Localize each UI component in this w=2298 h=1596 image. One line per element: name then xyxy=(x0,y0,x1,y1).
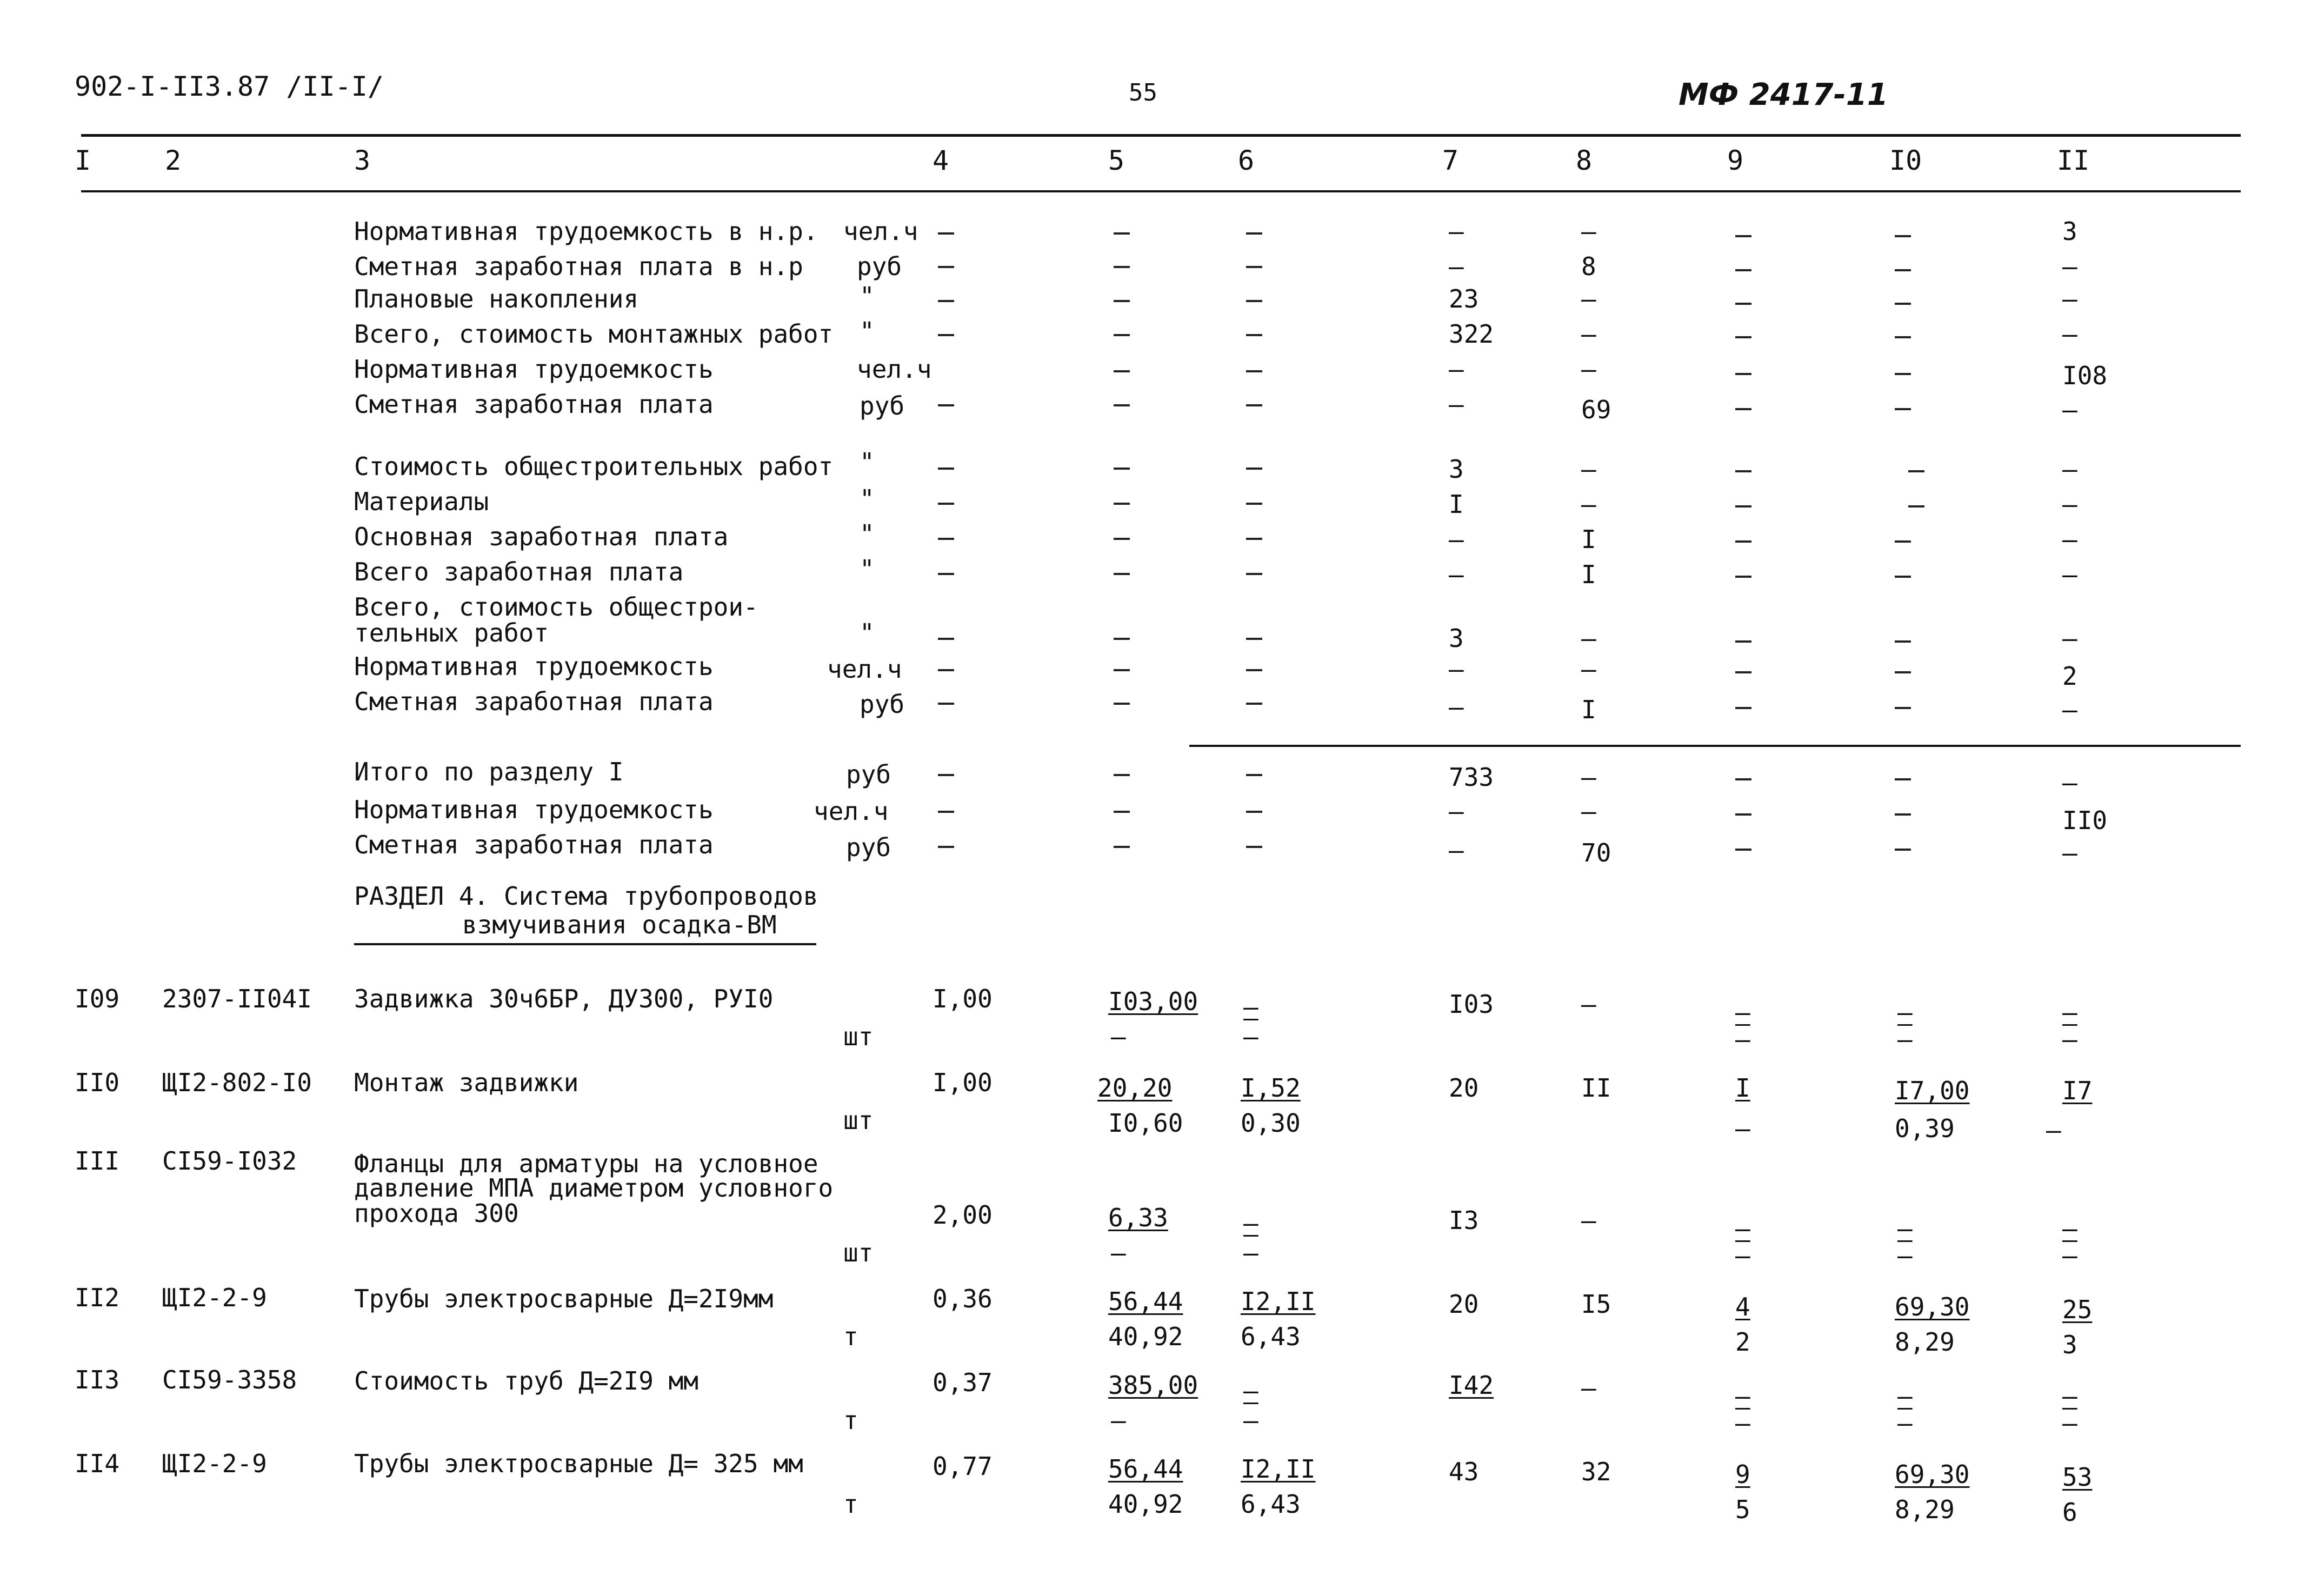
dash-mark xyxy=(1895,849,1911,851)
col11-bottom: – xyxy=(2046,1116,2061,1145)
dash-mark xyxy=(1735,813,1751,816)
dash-mark xyxy=(938,300,954,302)
row-label: Нормативная трудоемкость xyxy=(354,355,714,384)
col6-top: I,52 xyxy=(1241,1073,1301,1103)
col5-top: 6,33 xyxy=(1108,1203,1168,1232)
col11-value: – xyxy=(2062,319,2077,349)
dash-mark xyxy=(1735,540,1751,543)
col11-top: – xyxy=(2062,1214,2077,1243)
col11-value: – xyxy=(2062,768,2077,797)
col11-value: – xyxy=(2062,284,2077,313)
row-unit: " xyxy=(860,484,875,513)
col7-value: 23 xyxy=(1449,284,1479,313)
row-label: Сметная заработная плата xyxy=(354,687,714,716)
col8-value: 69 xyxy=(1581,395,1611,424)
col8-value: II xyxy=(1581,1073,1611,1103)
item-quantity: 0,37 xyxy=(932,1368,993,1397)
col11-top: 53 xyxy=(2062,1463,2093,1492)
col9-bottom: 2 xyxy=(1735,1327,1750,1357)
col5-bottom: – xyxy=(1111,1022,1126,1051)
col7-value: I42 xyxy=(1449,1371,1494,1400)
col5-bottom: – xyxy=(1111,1406,1126,1435)
col11-value: – xyxy=(2062,560,2077,589)
dash-mark xyxy=(1908,470,1924,472)
section-divider-rule xyxy=(1189,745,2241,747)
item-unit: т xyxy=(843,1406,858,1435)
dash-mark xyxy=(938,846,954,848)
dash-mark xyxy=(1246,503,1262,505)
col5-bottom: 40,92 xyxy=(1108,1490,1183,1519)
row-label: Итого по разделу I xyxy=(354,757,624,786)
dash-mark xyxy=(938,573,954,575)
dash-mark xyxy=(1246,300,1262,302)
dash-mark xyxy=(1114,774,1130,776)
col7-value: 322 xyxy=(1449,319,1494,349)
dash-mark xyxy=(938,266,954,268)
item-quantity: I,00 xyxy=(932,1068,993,1097)
dash-mark xyxy=(1246,638,1262,640)
row-unit: руб xyxy=(857,252,902,281)
col5-top: 385,00 xyxy=(1108,1371,1198,1400)
col5-top: 20,20 xyxy=(1097,1073,1173,1103)
item-unit: шт xyxy=(843,1022,874,1051)
row-unit: чел.ч xyxy=(814,797,889,826)
item-quantity: 0,36 xyxy=(932,1284,993,1313)
col10-bottom: 0,39 xyxy=(1895,1114,1955,1143)
dash-mark xyxy=(1114,266,1130,268)
row-label: Нормативная трудоемкость в н.р. xyxy=(354,217,818,246)
dash-mark xyxy=(1895,303,1911,305)
dash-mark xyxy=(1246,266,1262,268)
col11-value: I08 xyxy=(2062,361,2108,390)
dash-mark xyxy=(1246,370,1262,372)
col9-top: 9 xyxy=(1735,1460,1750,1489)
col5-bottom: 40,92 xyxy=(1108,1322,1183,1351)
item-name: Фланцы для арматуры на условное xyxy=(354,1149,818,1178)
item-number: II0 xyxy=(75,1068,120,1097)
col5-top: 56,44 xyxy=(1108,1287,1183,1316)
row-unit: " xyxy=(860,555,875,584)
item-name-line3: прохода 300 xyxy=(354,1199,519,1228)
column-header-7: 7 xyxy=(1442,145,1459,176)
col9-bottom: – xyxy=(1735,1241,1750,1270)
column-header-9: 9 xyxy=(1727,145,1744,176)
col11-top: – xyxy=(2062,1381,2077,1411)
col10-bottom: – xyxy=(1897,1408,1913,1438)
dash-mark xyxy=(1895,778,1911,780)
col8-value: – xyxy=(1581,797,1596,826)
col8-value: I xyxy=(1581,695,1596,724)
col9-top: – xyxy=(1735,998,1750,1027)
row-unit: " xyxy=(860,618,875,647)
row-label: Сметная заработная плата xyxy=(354,830,714,859)
col10-bottom: 8,29 xyxy=(1895,1495,1955,1524)
dash-mark xyxy=(1246,468,1262,470)
col8-value: 70 xyxy=(1581,838,1611,867)
item-number: II3 xyxy=(75,1365,120,1394)
col11-value: – xyxy=(2062,455,2077,484)
dash-mark xyxy=(1735,640,1751,643)
section-heading-underline xyxy=(354,943,816,945)
col8-value: – xyxy=(1581,624,1596,653)
col6-bottom: – xyxy=(1243,1022,1258,1051)
item-number: II4 xyxy=(75,1449,120,1478)
row-unit: руб xyxy=(846,760,891,789)
dash-mark xyxy=(1895,707,1911,709)
col11-bottom: 6 xyxy=(2062,1498,2077,1527)
row-unit: руб xyxy=(860,690,905,719)
row-label: Основная заработная плата xyxy=(354,522,729,551)
col10-top: I7,00 xyxy=(1895,1076,1970,1105)
dash-mark xyxy=(1114,669,1130,671)
col10-top: – xyxy=(1897,998,1913,1027)
col6-top: I2,II xyxy=(1241,1287,1316,1316)
dash-mark xyxy=(1114,538,1130,540)
col5-bottom: I0,60 xyxy=(1108,1108,1183,1138)
item-quantity: 2,00 xyxy=(932,1200,993,1230)
col5-bottom: – xyxy=(1111,1238,1126,1267)
item-name: Задвижка 30ч6БР, ДУ300, РУI0 xyxy=(354,984,774,1013)
dash-mark xyxy=(1735,671,1751,673)
col7-value: 43 xyxy=(1449,1457,1479,1486)
page-number: 55 xyxy=(1129,79,1157,106)
dash-mark xyxy=(1895,336,1911,338)
col7-value: I03 xyxy=(1449,990,1494,1019)
row-label: Всего, стоимость общестрои- xyxy=(354,592,758,622)
dash-mark xyxy=(1735,470,1751,472)
dash-mark xyxy=(938,468,954,470)
dash-mark xyxy=(1246,846,1262,848)
col8-value: – xyxy=(1581,319,1596,349)
col8-value: – xyxy=(1581,455,1596,484)
dash-mark xyxy=(1735,336,1751,338)
col7-value: 3 xyxy=(1449,624,1464,653)
col11-bottom: – xyxy=(2062,1408,2077,1438)
col6-top: – xyxy=(1243,992,1258,1021)
row-unit: " xyxy=(860,282,875,311)
dash-mark xyxy=(1735,576,1751,578)
dash-mark xyxy=(1246,811,1262,813)
item-quantity: I,00 xyxy=(932,984,993,1013)
dash-mark xyxy=(1114,370,1130,372)
dash-mark xyxy=(1735,408,1751,410)
col11-value: – xyxy=(2062,252,2077,281)
section-heading-line2: взмучивания осадка-ВМ xyxy=(462,910,777,939)
dash-mark xyxy=(938,538,954,540)
dash-mark xyxy=(938,638,954,640)
dash-mark xyxy=(1895,640,1911,643)
col11-value: II0 xyxy=(2062,806,2108,835)
item-number: III xyxy=(75,1146,120,1176)
col8-value: – xyxy=(1581,763,1596,792)
dash-mark xyxy=(938,503,954,505)
col10-top: – xyxy=(1897,1381,1913,1411)
row-label-continuation: тельных работ xyxy=(354,618,549,647)
col11-top: 25 xyxy=(2062,1295,2093,1324)
section-heading: РАЗДЕЛ 4. Система трубопроводов xyxy=(354,882,818,911)
dash-mark xyxy=(1246,538,1262,540)
item-unit: т xyxy=(843,1490,858,1519)
col11-value: – xyxy=(2062,490,2077,519)
dash-mark xyxy=(1735,849,1751,851)
col8-value: – xyxy=(1581,655,1596,684)
col10-bottom: – xyxy=(1897,1025,1913,1054)
dash-mark xyxy=(1895,576,1911,578)
dash-mark xyxy=(1895,671,1911,673)
dash-mark xyxy=(1114,703,1130,705)
dash-mark xyxy=(1895,408,1911,410)
col7-value: – xyxy=(1449,655,1464,684)
col8-value: 32 xyxy=(1581,1457,1611,1486)
dash-mark xyxy=(1735,505,1751,507)
row-label: Материалы xyxy=(354,487,489,516)
dash-mark xyxy=(1895,540,1911,543)
col7-value: 20 xyxy=(1449,1290,1479,1319)
col8-value: I5 xyxy=(1581,1290,1611,1319)
col8-value: I xyxy=(1581,525,1596,554)
col11-value: – xyxy=(2062,838,2077,867)
item-code: ЩI2-802-I0 xyxy=(162,1068,312,1097)
col9-top: – xyxy=(1735,1214,1750,1243)
col9-bottom: 5 xyxy=(1735,1495,1750,1524)
item-unit: шт xyxy=(843,1106,874,1135)
column-header-3: 3 xyxy=(354,145,371,176)
col11-bottom: – xyxy=(2062,1025,2077,1054)
dash-mark xyxy=(1895,235,1911,237)
item-code: ЩI2-2-9 xyxy=(162,1449,267,1478)
col11-bottom: 3 xyxy=(2062,1330,2077,1359)
dash-mark xyxy=(1735,235,1751,237)
dash-mark xyxy=(938,774,954,776)
header-top-rule xyxy=(81,134,2241,137)
col5-top: 56,44 xyxy=(1108,1454,1183,1484)
col8-value: – xyxy=(1581,355,1596,384)
col7-value: – xyxy=(1449,692,1464,722)
row-label: Нормативная трудоемкость xyxy=(354,795,714,824)
dash-mark xyxy=(1735,778,1751,780)
item-name: Трубы электросварные Д= 325 мм xyxy=(354,1449,803,1478)
col11-value: 3 xyxy=(2062,217,2077,246)
col11-top: I7 xyxy=(2062,1076,2093,1105)
dash-mark xyxy=(1246,404,1262,406)
col10-bottom: 8,29 xyxy=(1895,1327,1955,1357)
col8-value: – xyxy=(1581,990,1596,1019)
row-unit: чел.ч xyxy=(843,217,918,246)
dash-mark xyxy=(1735,707,1751,709)
col9-bottom: – xyxy=(1735,1114,1750,1143)
item-code: СI59-I032 xyxy=(162,1146,297,1176)
document-code: 902-I-II3.87 /II-I/ xyxy=(75,71,384,102)
dash-mark xyxy=(1735,303,1751,305)
col7-value: – xyxy=(1449,797,1464,826)
row-label: Всего, стоимость монтажных работ xyxy=(354,319,834,349)
dash-mark xyxy=(1246,774,1262,776)
col11-value: – xyxy=(2062,695,2077,724)
col7-value: I xyxy=(1449,490,1464,519)
dash-mark xyxy=(1114,503,1130,505)
row-label: Стоимость общестроительных работ xyxy=(354,452,834,481)
item-code: ЩI2-2-9 xyxy=(162,1283,267,1312)
dash-mark xyxy=(1246,232,1262,235)
col7-value: – xyxy=(1449,355,1464,384)
col7-value: 733 xyxy=(1449,763,1494,792)
col11-value: – xyxy=(2062,525,2077,554)
col8-value: – xyxy=(1581,1373,1596,1403)
col8-value: – xyxy=(1581,490,1596,519)
row-unit: " xyxy=(860,317,875,346)
col10-top: 69,30 xyxy=(1895,1460,1970,1489)
col9-top: – xyxy=(1735,1381,1750,1411)
item-name-line2: давление МПА диаметром условного xyxy=(354,1173,834,1203)
col9-top: I xyxy=(1735,1073,1750,1103)
item-code: 2307-II04I xyxy=(162,984,312,1013)
col6-top: – xyxy=(1243,1208,1258,1238)
dash-mark xyxy=(938,404,954,406)
row-unit: чел.ч xyxy=(857,355,932,384)
item-number: II2 xyxy=(75,1283,120,1312)
dash-mark xyxy=(1114,300,1130,302)
handwritten-inventory-code: МФ 2417-11 xyxy=(1678,77,1888,112)
dash-mark xyxy=(1246,573,1262,575)
col8-value: I xyxy=(1581,560,1596,589)
dash-mark xyxy=(1246,334,1262,336)
col11-value: 2 xyxy=(2062,662,2077,691)
dash-mark xyxy=(1114,468,1130,470)
item-name: Трубы электросварные Д=2I9мм xyxy=(354,1284,774,1313)
dash-mark xyxy=(1735,373,1751,375)
row-label: Сметная заработная плата xyxy=(354,390,714,419)
row-unit: руб xyxy=(846,833,891,862)
dash-mark xyxy=(1114,334,1130,336)
dash-mark xyxy=(1114,404,1130,406)
item-code: СI59-3358 xyxy=(162,1365,297,1394)
dash-mark xyxy=(1908,505,1924,507)
dash-mark xyxy=(938,669,954,671)
dash-mark xyxy=(1895,269,1911,271)
header-bottom-rule xyxy=(81,190,2241,192)
dash-mark xyxy=(938,232,954,235)
dash-mark xyxy=(1246,703,1262,705)
col9-bottom: – xyxy=(1735,1025,1750,1054)
col11-value: – xyxy=(2062,395,2077,424)
item-quantity: 0,77 xyxy=(932,1452,993,1481)
row-label: Плановые накопления xyxy=(354,284,639,313)
dash-mark xyxy=(1895,373,1911,375)
col7-value: – xyxy=(1449,252,1464,281)
row-unit: руб xyxy=(860,391,905,420)
col5-top: I03,00 xyxy=(1108,987,1198,1016)
column-header-5: 5 xyxy=(1108,145,1125,176)
row-label: Нормативная трудоемкость xyxy=(354,652,714,681)
dash-mark xyxy=(1114,573,1130,575)
col9-bottom: – xyxy=(1735,1408,1750,1438)
col7-value: 3 xyxy=(1449,455,1464,484)
column-header-10: I0 xyxy=(1889,145,1922,176)
row-unit: чел.ч xyxy=(827,655,902,684)
item-unit: шт xyxy=(843,1238,874,1267)
col11-top: – xyxy=(2062,998,2077,1027)
dash-mark xyxy=(1895,813,1911,816)
col6-top: – xyxy=(1243,1376,1258,1405)
dash-mark xyxy=(938,334,954,336)
col11-value: – xyxy=(2062,624,2077,653)
col10-top: 69,30 xyxy=(1895,1292,1970,1321)
item-name: Монтаж задвижки xyxy=(354,1068,579,1097)
col6-bottom: 6,43 xyxy=(1241,1490,1301,1519)
dash-mark xyxy=(938,811,954,813)
column-header-1: I xyxy=(75,145,91,176)
col9-top: 4 xyxy=(1735,1292,1750,1321)
col8-value: – xyxy=(1581,1206,1596,1235)
col7-value: – xyxy=(1449,560,1464,589)
col6-top: I2,II xyxy=(1241,1454,1316,1484)
col8-value: 8 xyxy=(1581,252,1596,281)
item-number: I09 xyxy=(75,984,120,1013)
col7-value: – xyxy=(1449,836,1464,865)
column-header-11: II xyxy=(2057,145,2090,176)
col6-bottom: 0,30 xyxy=(1241,1108,1301,1138)
col10-bottom: – xyxy=(1897,1241,1913,1270)
row-label: Сметная заработная плата в н.р xyxy=(354,252,803,281)
col10-top: – xyxy=(1897,1214,1913,1243)
dash-mark xyxy=(1114,232,1130,235)
dash-mark xyxy=(1735,269,1751,271)
col7-value: – xyxy=(1449,390,1464,419)
column-header-8: 8 xyxy=(1576,145,1593,176)
dash-mark xyxy=(1114,811,1130,813)
item-name: Стоимость труб Д=2I9 мм xyxy=(354,1366,698,1395)
col8-value: – xyxy=(1581,217,1596,246)
col7-value: I3 xyxy=(1449,1206,1479,1235)
col7-value: 20 xyxy=(1449,1073,1479,1103)
col8-value: – xyxy=(1581,284,1596,313)
row-unit: " xyxy=(860,448,875,477)
row-label: Всего заработная плата xyxy=(354,557,684,586)
dash-mark xyxy=(1114,638,1130,640)
column-header-4: 4 xyxy=(932,145,949,176)
column-header-6: 6 xyxy=(1238,145,1255,176)
col6-bottom: – xyxy=(1243,1406,1258,1435)
column-header-2: 2 xyxy=(165,145,182,176)
row-unit: " xyxy=(860,519,875,549)
col11-bottom: – xyxy=(2062,1241,2077,1270)
col7-value: – xyxy=(1449,217,1464,246)
col7-value: – xyxy=(1449,525,1464,554)
col6-bottom: – xyxy=(1243,1238,1258,1267)
dash-mark xyxy=(1246,669,1262,671)
col6-bottom: 6,43 xyxy=(1241,1322,1301,1351)
dash-mark xyxy=(938,703,954,705)
dash-mark xyxy=(1114,846,1130,848)
item-unit: т xyxy=(843,1322,858,1351)
